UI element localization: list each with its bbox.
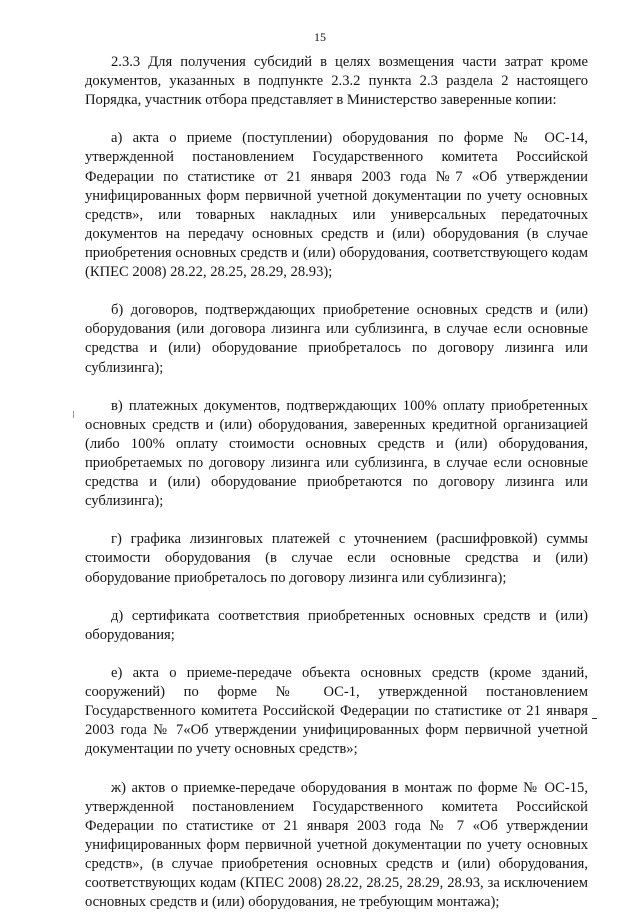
- paragraph-item-b: б) договоров, подтверждающих приобретение основных средств и (или) оборудования (или договора лизинга или сублизинга, в случае если основные средства и (или) оборудование приобреталось по договору лизинга или сублизинга);: [85, 302, 588, 376]
- paragraph-item-a: а) акта о приеме (поступлении) оборудования по форме № ОС-14, утвержденной постановлением Государственного комитета Российской Федерации по статистике от 21 января 2003 года №7 «Об утверждении унифицированных форм первичной учетной документации по учету основных средств», или товарных накладных или универсальных передаточных документов на передачу основных средств и (или) оборудования (в случае приобретения основных средств и (или) оборудования, соответствующего кодам (КПЕС 2008) 28.22, 28.25, 28.29, 28.93);: [85, 130, 588, 281]
- page-number: 15: [314, 30, 326, 44]
- paragraph-intro: 2.3.3 Для получения субсидий в целях возмещения части затрат кроме документов, указанных в подпункте 2.3.2 пункта 2.3 раздела 2 настоящего Порядка, участник отбора представляет в Министерство заверенные копии:: [85, 54, 588, 109]
- paragraph-item-g: г) графика лизинговых платежей с уточнением (расшифровкой) суммы стоимости оборудования (в случае если основные средства и (или) оборудование приобреталось по договору лизинга или сублизинга);: [85, 531, 588, 586]
- scan-artifact-tick: [73, 411, 74, 418]
- scan-artifact-dash: [592, 718, 597, 719]
- document-body: [85, 53, 588, 912]
- paragraph-item-zh: ж) актов о приемке-передаче оборудования в монтаж по форме № ОС-15, утвержденной постановлением Государственного комитета Российской Федерации по статистике от 21 января 2003 года № 7 «Об утверждении унифицированных форм первичной учетной документации по учету основных средств», (в случае приобретения основных средств и (или) оборудования, соответствующих кодам (КПЕС 2008) 28.22, 28.25, 28.29, 28.93, за исключением основных средств и (или) оборудования, не требующим монтажа);: [85, 779, 588, 911]
- paragraph-item-e: е) акта о приеме-передаче объекта основных средств (кроме зданий, сооружений) по форме № ОС-1, утвержденной постановлением Государственного комитета Российской Федерации по статистике от 21 января 2003 года № 7«Об утверждении унифицированных форм первичной учетной документации по учету основных средств»;: [85, 665, 588, 758]
- paragraph-item-v: в) платежных документов, подтверждающих 100% оплату приобретенных основных средств и (или) оборудования, заверенных кредитной организацией (либо 100% оплату стоимости основных средств и (или) оборудования, приобретаемых по договору лизинга или сублизинга, в случае если основные средства и (или) оборудование приобретаются по договору лизинга или сублизинга);: [85, 397, 588, 510]
- paragraph-item-d: д) сертификата соответствия приобретенных основных средств и (или) оборудования;: [85, 607, 588, 643]
